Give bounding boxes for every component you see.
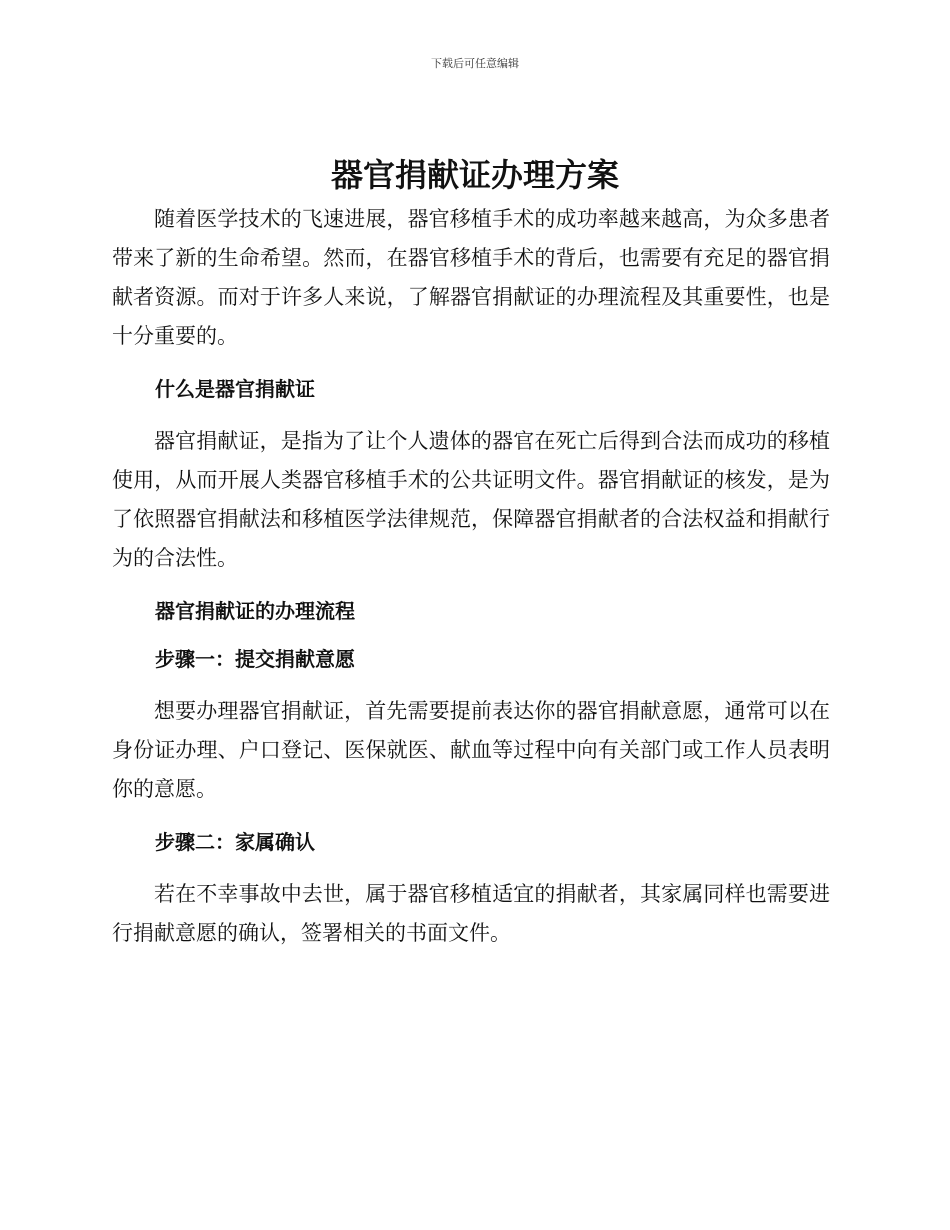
- header-note: 下载后可任意编辑: [431, 57, 519, 70]
- intro-paragraph: 随着医学技术的飞速进展，器官移植手术的成功率越来越高，为众多患者带来了新的生命希望。然而，在器官移植手术的背后，也需要有充足的器官捐献者资源。而对于许多人来说，了解器官捐献证的办理流程及其重要性，也是十分重要的。: [112, 207, 830, 348]
- step1-paragraph: 想要办理器官捐献证，首先需要提前表达你的器官捐献意愿，通常可以在身份证办理、户口登记、医保就医、献血等过程中向有关部门或工作人员表明你的意愿。: [112, 699, 830, 801]
- section-heading-what-is: 什么是器官捐献证: [155, 377, 315, 401]
- step1-heading: 步骤一：提交捐献意愿: [155, 647, 355, 671]
- document-body: [112, 200, 830, 953]
- step2-heading: 步骤二：家属确认: [155, 830, 315, 854]
- what-is-paragraph: 器官捐献证，是指为了让个人遗体的器官在死亡后得到合法而成功的移植使用，从而开展人类器官移植手术的公共证明文件。器官捐献证的核发，是为了依照器官捐献法和移植医学法律规范，保障器官捐献者的合法权益和捐献行为的合法性。: [112, 429, 830, 570]
- section-heading-process: 器官捐献证的办理流程: [155, 599, 355, 623]
- document-title: 器官捐献证办理方案: [330, 156, 619, 194]
- step2-paragraph: 若在不幸事故中去世，属于器官移植适宜的捐献者，其家属同样也需要进行捐献意愿的确认，签署相关的书面文件。: [112, 882, 830, 945]
